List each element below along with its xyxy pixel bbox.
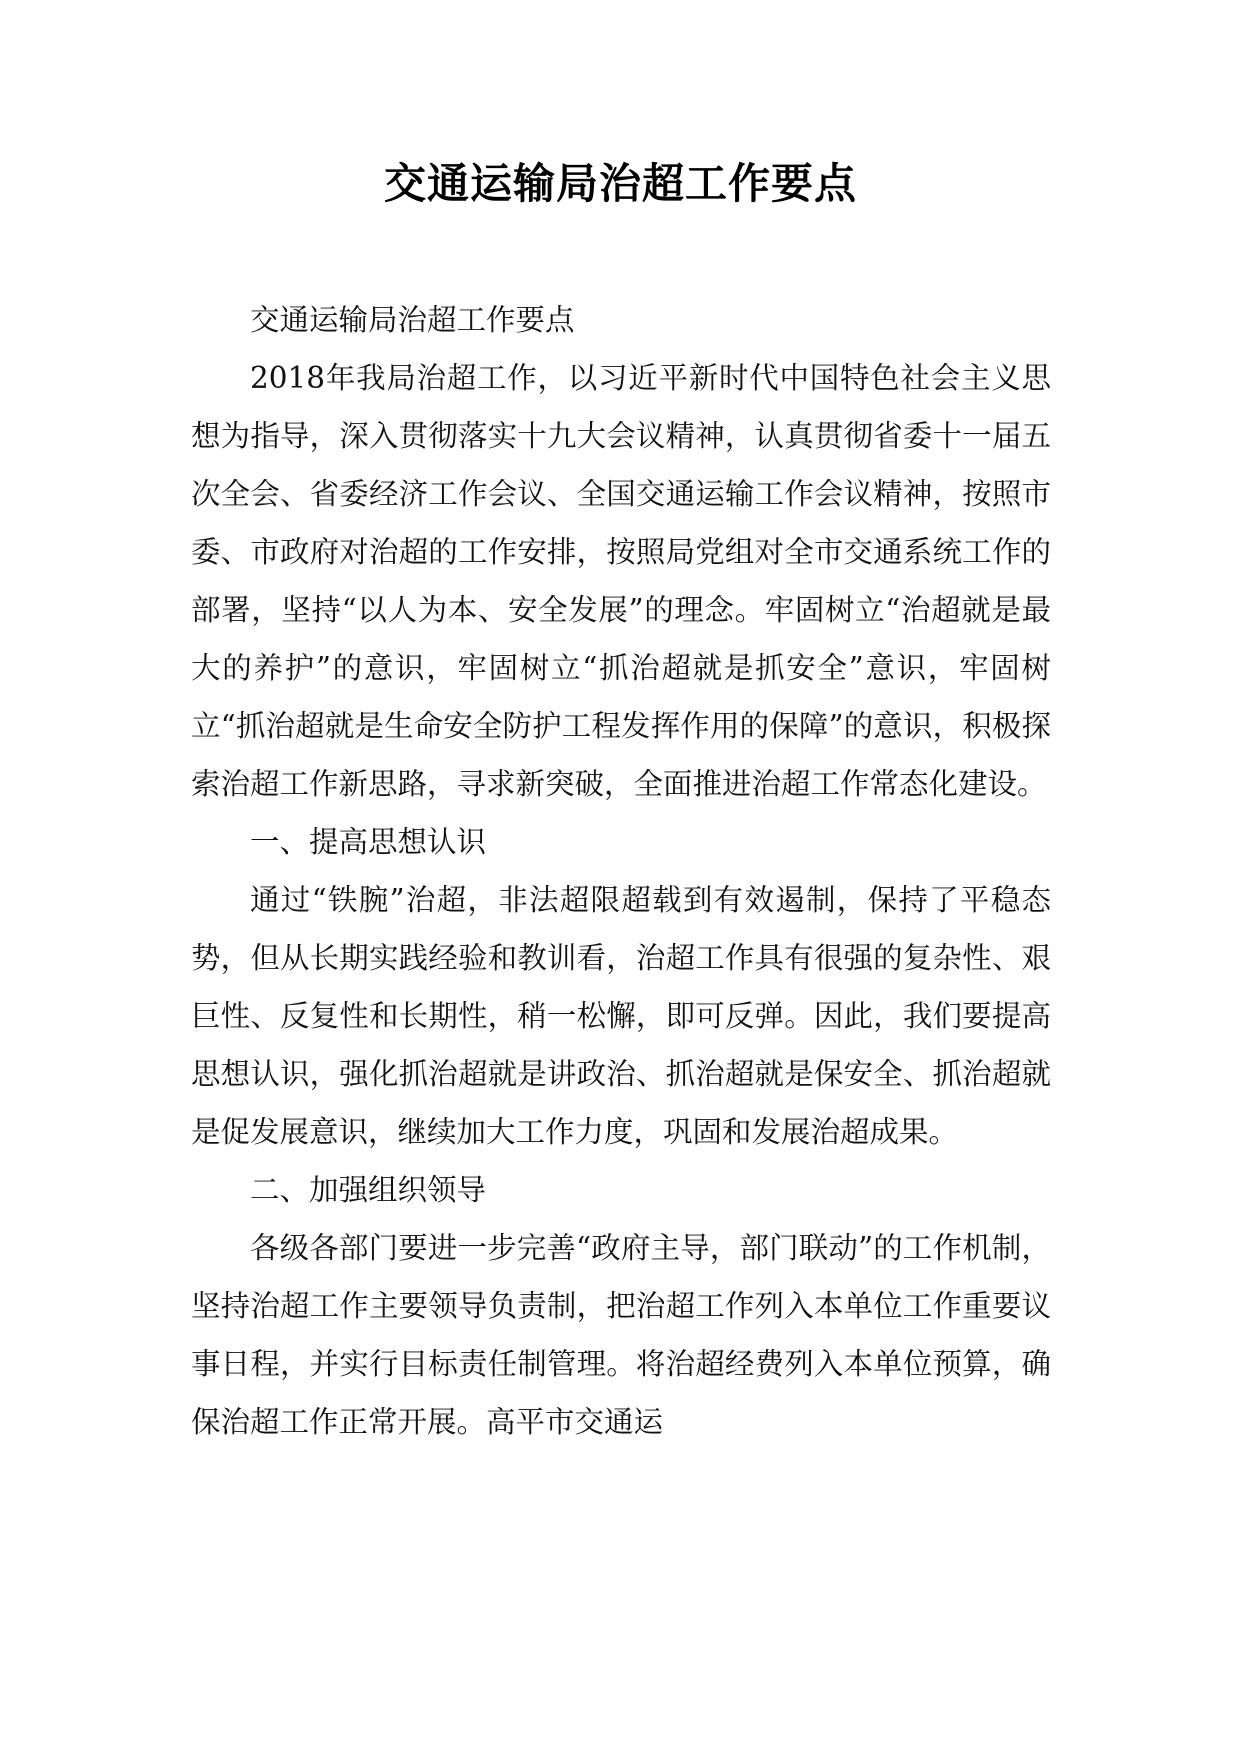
document-body [191,291,1051,1451]
section-heading-1: 一、提高思想认识 [250,825,487,859]
intro-paragraph: 2018年我局治超工作，以习近平新时代中国特色社会主义思想为指导，深入贯彻落实十九大会议精神，认真贯彻省委十一届五次全会、省委经济工作会议、全国交通运输工作会议精神，按照市委、市政府对治超的工作安排，按照局党组对全市交通系统工作的部署，坚持“以人为本、安全发展”的理念。牢固树立“治超就是最大的养护”的意识，牢固树立“抓治超就是抓安全”意识，牢固树立“抓治超就是生命安全防护工程发挥作用的保障”的意识，积极探索治超工作新思路，寻求新突破，全面推进治超工作常态化建设。 [191,361,1051,801]
section-2-paragraph: 各级各部门要进一步完善“政府主导，部门联动”的工作机制，坚持治超工作主要领导负责制，把治超工作列入本单位工作重要议事日程，并实行目标责任制管理。将治超经费列入本单位预算，确保治超工作正常开展。高平市交通运 [191,1231,1051,1439]
section-1-paragraph: 通过“铁腕”治超，非法超限超载到有效遏制，保持了平稳态势，但从长期实践经验和教训看，治超工作具有很强的复杂性、艰巨性、反复性和长期性，稍一松懈，即可反弹。因此，我们要提高思想认识，强化抓治超就是讲政治、抓治超就是保安全、抓治超就是促发展意识，继续加大工作力度，巩固和发展治超成果。 [191,883,1051,1149]
document-title: 交通运输局治超工作要点 [383,159,857,208]
subtitle-paragraph: 交通运输局治超工作要点 [250,303,575,337]
section-heading-2: 二、加强组织领导 [250,1173,487,1207]
